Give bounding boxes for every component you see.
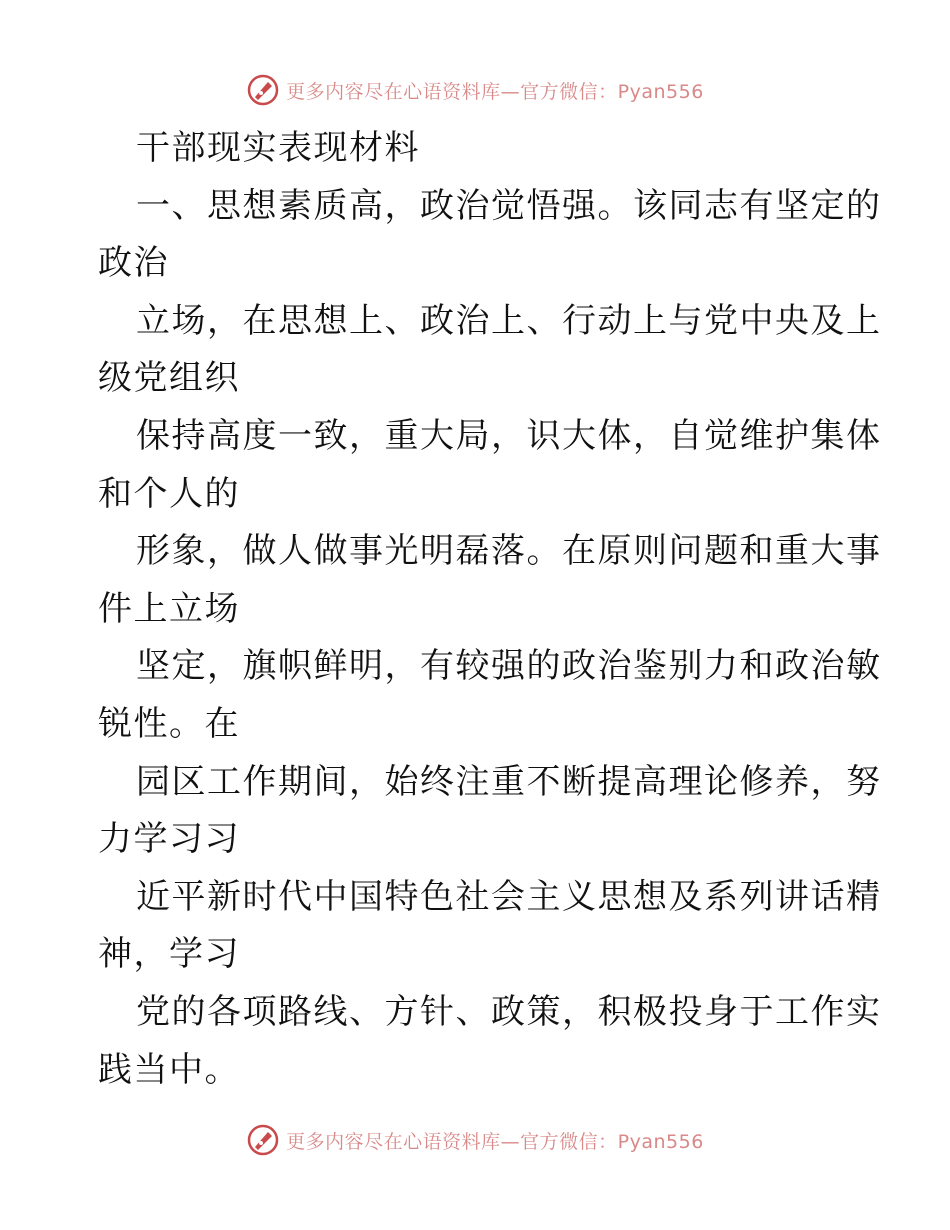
text-line: 近平新时代中国特色社会主义思想及系列讲话精 — [136, 876, 882, 917]
text-line: 力学习习 — [98, 819, 240, 860]
header-watermark — [0, 70, 950, 110]
watermark-text: 更多内容尽在心语资料库—官方微信：Pyan556 — [286, 80, 704, 103]
text-line: 件上立场 — [98, 588, 240, 629]
text-line: 坚定，旗帜鲜明，有较强的政治鉴别力和政治敏 — [136, 646, 882, 687]
text-line: 和个人的 — [98, 473, 240, 514]
text-line: 践当中。 — [98, 1049, 240, 1090]
text-line: 锐性。在 — [98, 703, 240, 744]
footer-watermark — [0, 1120, 950, 1160]
text-line: 一、思想素质高，政治觉悟强。该同志有坚定的 — [136, 185, 882, 226]
pen-nib-logo-icon — [246, 1123, 280, 1157]
text-line: 立场，在思想上、政治上、行动上与党中央及上 — [136, 300, 882, 341]
text-line: 园区工作期间，始终注重不断提高理论修养，努 — [136, 761, 882, 802]
text-line: 形象，做人做事光明磊落。在原则问题和重大事 — [136, 531, 882, 572]
document-body — [98, 120, 882, 1099]
text-line: 保持高度一致，重大局，识大体，自觉维护集体 — [136, 415, 882, 456]
text-line: 神，学习 — [98, 934, 240, 975]
text-line: 级党组织 — [98, 358, 240, 399]
document-title: 干部现实表现材料 — [136, 128, 420, 168]
text-line: 党的各项路线、方针、政策，积极投身于工作实 — [136, 991, 882, 1032]
watermark-text: 更多内容尽在心语资料库—官方微信：Pyan556 — [286, 1130, 704, 1153]
text-line: 政治 — [98, 243, 169, 284]
pen-nib-logo-icon — [246, 73, 280, 107]
